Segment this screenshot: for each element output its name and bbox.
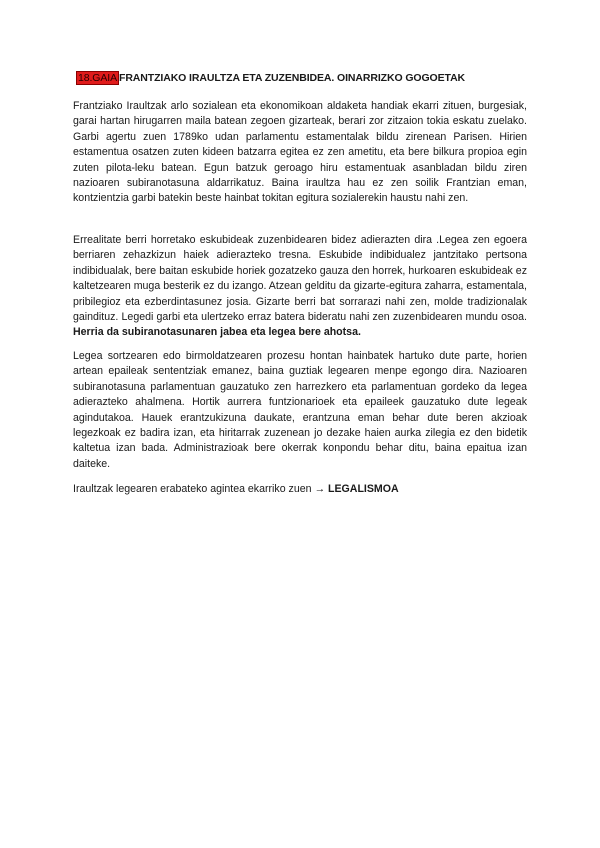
legalismoa-keyword: LEGALISMOA — [328, 483, 399, 495]
paragraph-2-text: Errealitate berri horretako eskubideak zuzenbidearen bidez adierazten dira .Legea zen egoera berriaren zehazkizun haiek adierazteko tresna. Eskubide indibidualez jantzitako pertsona indibidualak, bere baitan eskubide horiek gozatzeko gauza den horrek, hurkoaren eskubideak ez kaltetzearen muga besterik ez du izango. Atzean gelditu da gizarte-egitura zaharra, estamentala, pribilegioz eta ezberdintasunez josia. Gizarte berri bat sorrarazi nahi zen, molde tradizionalak gaindituz. Legedi garbi eta ulertzeko erraz batera bideratu nahi zen zuzenbidearen mundu osoa. — [73, 234, 527, 324]
paragraph-2-emphasis: Herria da subiranotasunaren jabea eta legea bere ahotsa. — [73, 326, 361, 339]
paragraph-4-text: Iraultzak legearen erabateko agintea ekarriko zuen — [73, 483, 312, 495]
right-arrow-icon: → — [314, 483, 326, 495]
paragraph-2 — [73, 233, 527, 341]
topic-number-badge: 18.GAIA — [78, 72, 117, 84]
title-text: FRANTZIAKO IRAULTZA ETA ZUZENBIDEA. OINARRIZKO GOGOETAK — [119, 72, 466, 84]
paragraph-4 — [73, 482, 527, 497]
paragraph-3: Legea sortzearen edo birmoldatzearen prozesu hontan hainbatek hartuko dute parte, horien artean epaileak sententziak emanez, baina guztiak legearen menpe egongo dira. Nazioaren subiranotasuna parlamentuan gauzatuko zen harrezkero eta parlamentuan gordeko da legea adierazteko ahalmena. Hortik aurrera funtzionarioek eta epaileek gauzatuko dute legeak agindutakoa. Hauek erantzukizuna daukate, erantzuna eman behar dute beren akzioak legezkoak ez badira izan, eta hiritarrak zuzenean jo dezake haien aurka zilegia ez den bidetik kaltetua izan bada. Administrazioak bere okerrak konpondu behar ditu, baina epaitua izan daiteke. — [73, 350, 527, 470]
document-title — [76, 72, 536, 84]
paragraph-1: Frantziako Iraultzak arlo sozialean eta ekonomikoan aldaketa handiak ekarri zituen, burgesiak, garai hartan hirugarren maila batean zegoen gizarteak, berari zor zitzaion tokia eskatu zuelako. Garbi agertu zuen 1789ko udan parlamentu estamentalak bildu zirenean Parisen. Hirien estamentua osatzen zuten kideen batzarra egitea ez zen ametitu, eta bere bilkura propioa egin zuten pilota-leku batean. Egun batzuk geroago hiru estamentuak asanbladan bildu ziren nazioaren subiranotasuna aldarrikatuz. Baina iraultza hau ez zen soilik Frantzian eman, kontzientzia garbi batekin beste hainbat tokitan egitura sozialerekin haustu nahi zen. — [73, 100, 527, 205]
